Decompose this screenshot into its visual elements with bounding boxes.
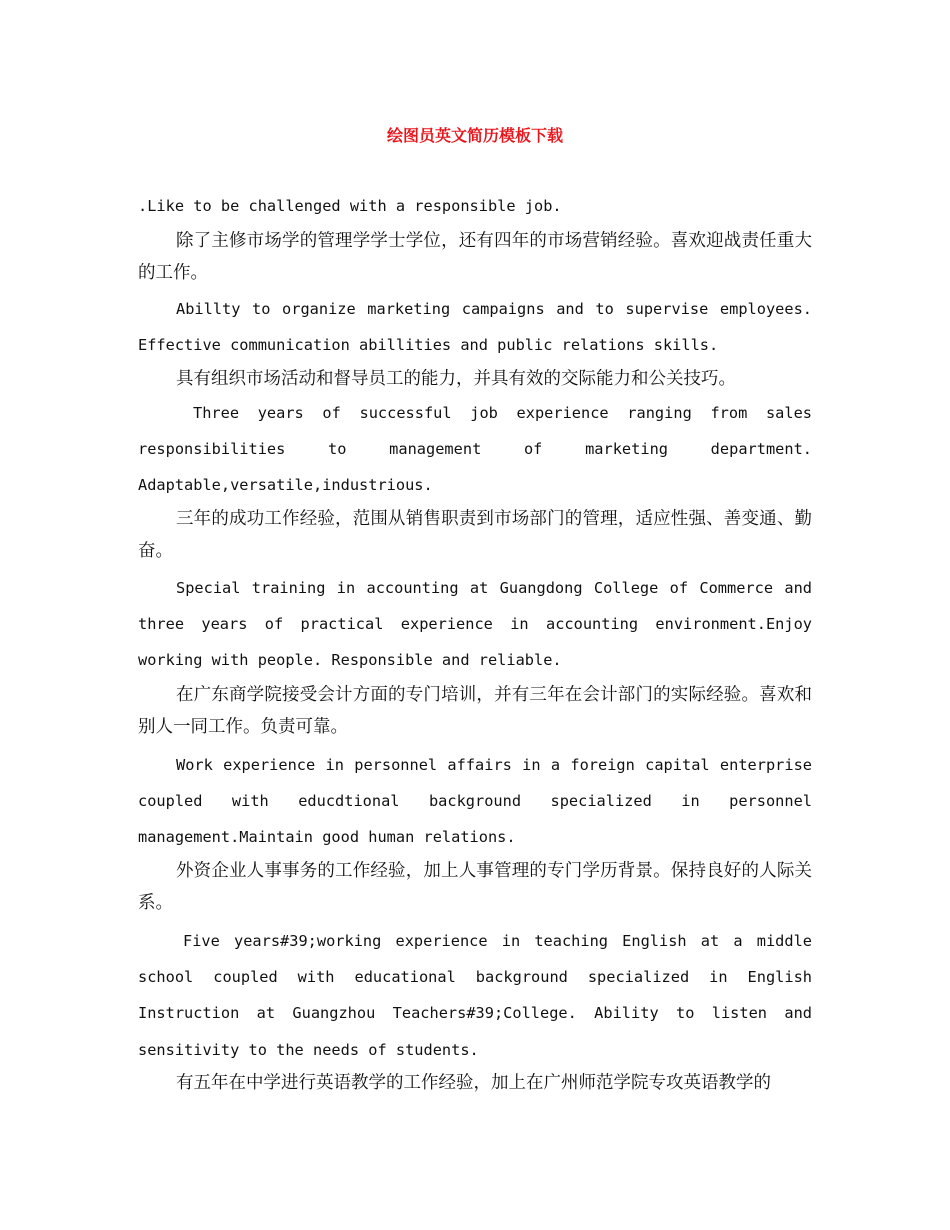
paragraph-zh-5: 外资企业人事事务的工作经验，加上人事管理的专门学历背景。保持良好的人际关系。	[138, 861, 812, 914]
paragraph-en-6: Five years#39;working experience in teaching English at a middle school coupled with educational background specialized in English Instruction at Guangzhou Teachers#39;College. Ability to listen and sensitivity to the needs of students.	[138, 932, 812, 1059]
paragraph-en-5: Work experience in personnel affairs in a foreign capital enterprise coupled with educdtional background specialized in personnel management.Maintain good human relations.	[138, 756, 812, 847]
document-title: 绘图员英文简历模板下载	[386, 126, 563, 145]
paragraph-zh-4: 在广东商学院接受会计方面的专门培训，并有三年在会计部门的实际经验。喜欢和别人一同工作。负责可靠。	[138, 685, 812, 738]
paragraph-en-1: .Like to be challenged with a responsible job.	[138, 197, 562, 215]
paragraph-en-2: Abillty to organize marketing campaigns and to supervise employees. Effective communication abillities and public relations skills.	[138, 300, 812, 355]
paragraph-zh-2: 具有组织市场活动和督导员工的能力，并具有效的交际能力和公关技巧。	[176, 369, 736, 389]
paragraph-en-3: Three years of successful job experience ranging from sales responsibilities to management of marketing department. Adaptable,versatile,industrious.	[138, 404, 812, 495]
paragraph-en-4: Special training in accounting at Guangdong College of Commerce and three years of practical experience in accounting environment.Enjoy working with people. Responsible and reliable.	[138, 579, 812, 670]
paragraph-zh-1: 除了主修市场学的管理学学士学位，还有四年的市场营销经验。喜欢迎战责任重大的工作。	[138, 231, 812, 284]
paragraph-zh-6: 有五年在中学进行英语教学的工作经验，加上在广州师范学院专攻英语教学的	[176, 1073, 771, 1093]
paragraph-zh-3: 三年的成功工作经验，范围从销售职责到市场部门的管理，适应性强、善变通、勤奋。	[138, 509, 812, 562]
